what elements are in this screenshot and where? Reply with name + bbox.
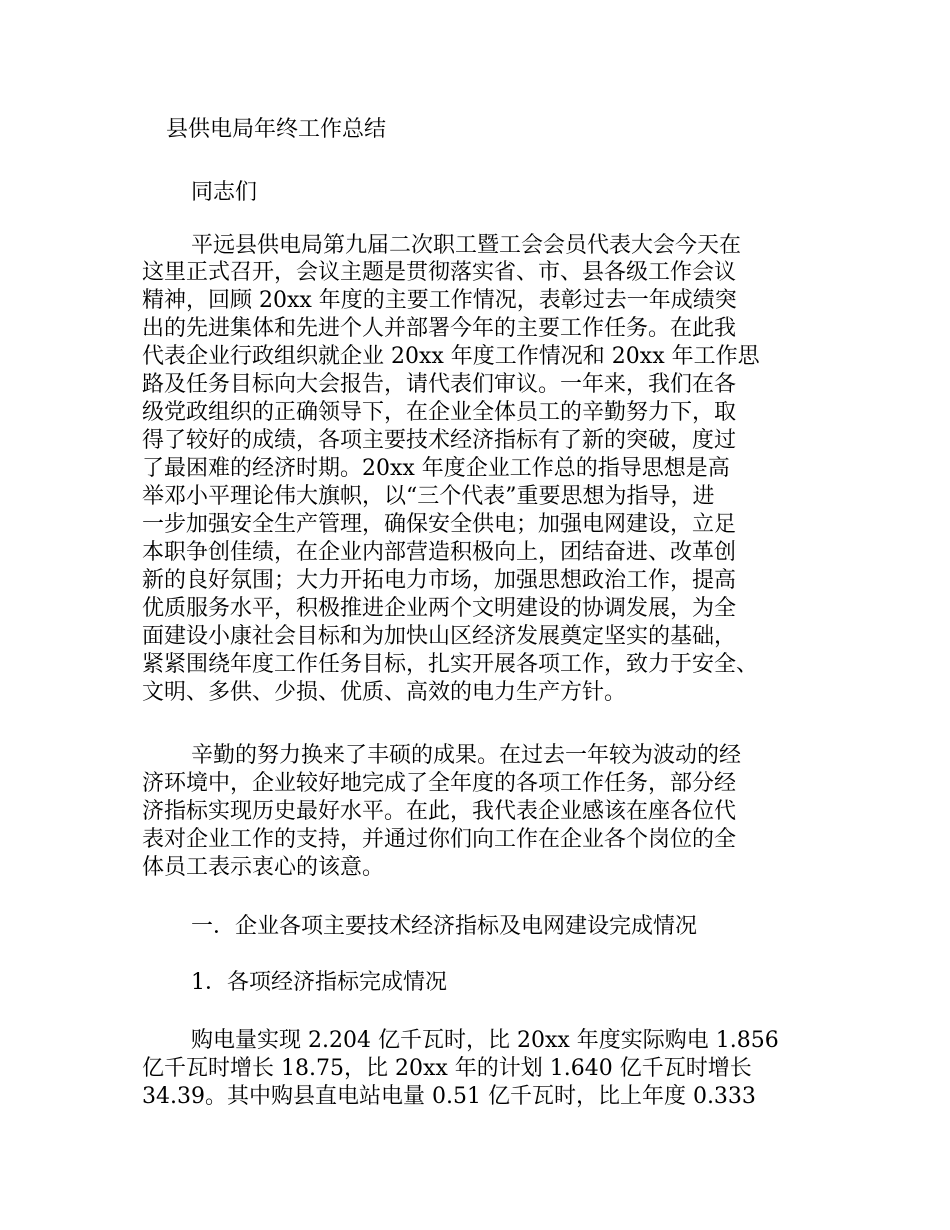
paragraph-line: 这里正式召开，会议主题是贯彻落实省、市、县各级工作会议 <box>142 260 737 285</box>
paragraph-line: 济环境中，企业较好地完成了全年度的各项工作任务，部分经 <box>142 771 737 796</box>
paragraph-line: 得了较好的成绩，各项主要技术经济指标有了新的突破，度过 <box>142 428 737 453</box>
paragraph-line: 路及任务目标向大会报告，请代表们审议。一年来，我们在各 <box>142 372 737 397</box>
paragraph-line: 亿千瓦时增长 18.75，比 20xx 年的计划 1.640 亿千瓦时增长 <box>142 1056 752 1081</box>
paragraph-line: 本职争创佳绩，在企业内部营造积极向上，团结奋进、改革创 <box>142 540 737 565</box>
paragraph-line: 34.39。其中购县直电站电量 0.51 亿千瓦时，比上年度 0.333 <box>142 1084 756 1109</box>
section-heading: 一．企业各项主要技术经济指标及电网建设完成情况 <box>191 914 698 939</box>
document-title: 县供电局年终工作总结 <box>166 117 387 142</box>
paragraph-line: 级党政组织的正确领导下，在企业全体员工的辛勤努力下，取 <box>142 400 737 425</box>
paragraph-line: 济指标实现历史最好水平。在此，我代表企业感该在座各位代 <box>142 799 737 824</box>
subsection-heading: 1．各项经济指标完成情况 <box>191 970 447 995</box>
paragraph-line: 精神，回顾 20xx 年度的主要工作情况，表彰过去一年成绩突 <box>142 288 737 313</box>
paragraph-line: 紧紧围绕年度工作任务目标，扎实开展各项工作，致力于安全、 <box>142 652 759 677</box>
paragraph-line: 辛勤的努力换来了丰硕的成果。在过去一年较为波动的经 <box>191 743 742 768</box>
paragraph-line: 举邓小平理论伟大旗帜，以“三个代表”重要思想为指导，进 <box>142 484 715 509</box>
salutation: 同志们 <box>191 180 258 205</box>
paragraph-line: 购电量实现 2.204 亿千瓦时，比 20xx 年度实际购电 1.856 <box>191 1028 779 1053</box>
paragraph-line: 了最困难的经济时期。20xx 年度企业工作总的指导思想是高 <box>142 456 730 481</box>
paragraph-line: 文明、多供、少损、优质、高效的电力生产方针。 <box>142 680 627 705</box>
paragraph-line: 平远县供电局第九届二次职工暨工会会员代表大会今天在 <box>191 233 742 258</box>
paragraph-line: 优质服务水平，积极推进企业两个文明建设的协调发展，为全 <box>142 596 737 621</box>
paragraph-line: 新的良好氛围；大力开拓电力市场，加强思想政治工作，提高 <box>142 568 737 593</box>
paragraph-line: 体员工表示衷心的该意。 <box>142 855 385 880</box>
paragraph-line: 表对企业工作的支持，并通过你们向工作在企业各个岗位的全 <box>142 827 737 852</box>
paragraph-line: 面建设小康社会目标和为加快山区经济发展奠定坚实的基础， <box>142 624 737 649</box>
paragraph-line: 出的先进集体和先进个人并部署今年的主要工作任务。在此我 <box>142 316 737 341</box>
paragraph-line: 一步加强安全生产管理，确保安全供电；加强电网建设，立足 <box>142 512 737 537</box>
paragraph-line: 代表企业行政组织就企业 20xx 年度工作情况和 20xx 年工作思 <box>142 344 760 369</box>
